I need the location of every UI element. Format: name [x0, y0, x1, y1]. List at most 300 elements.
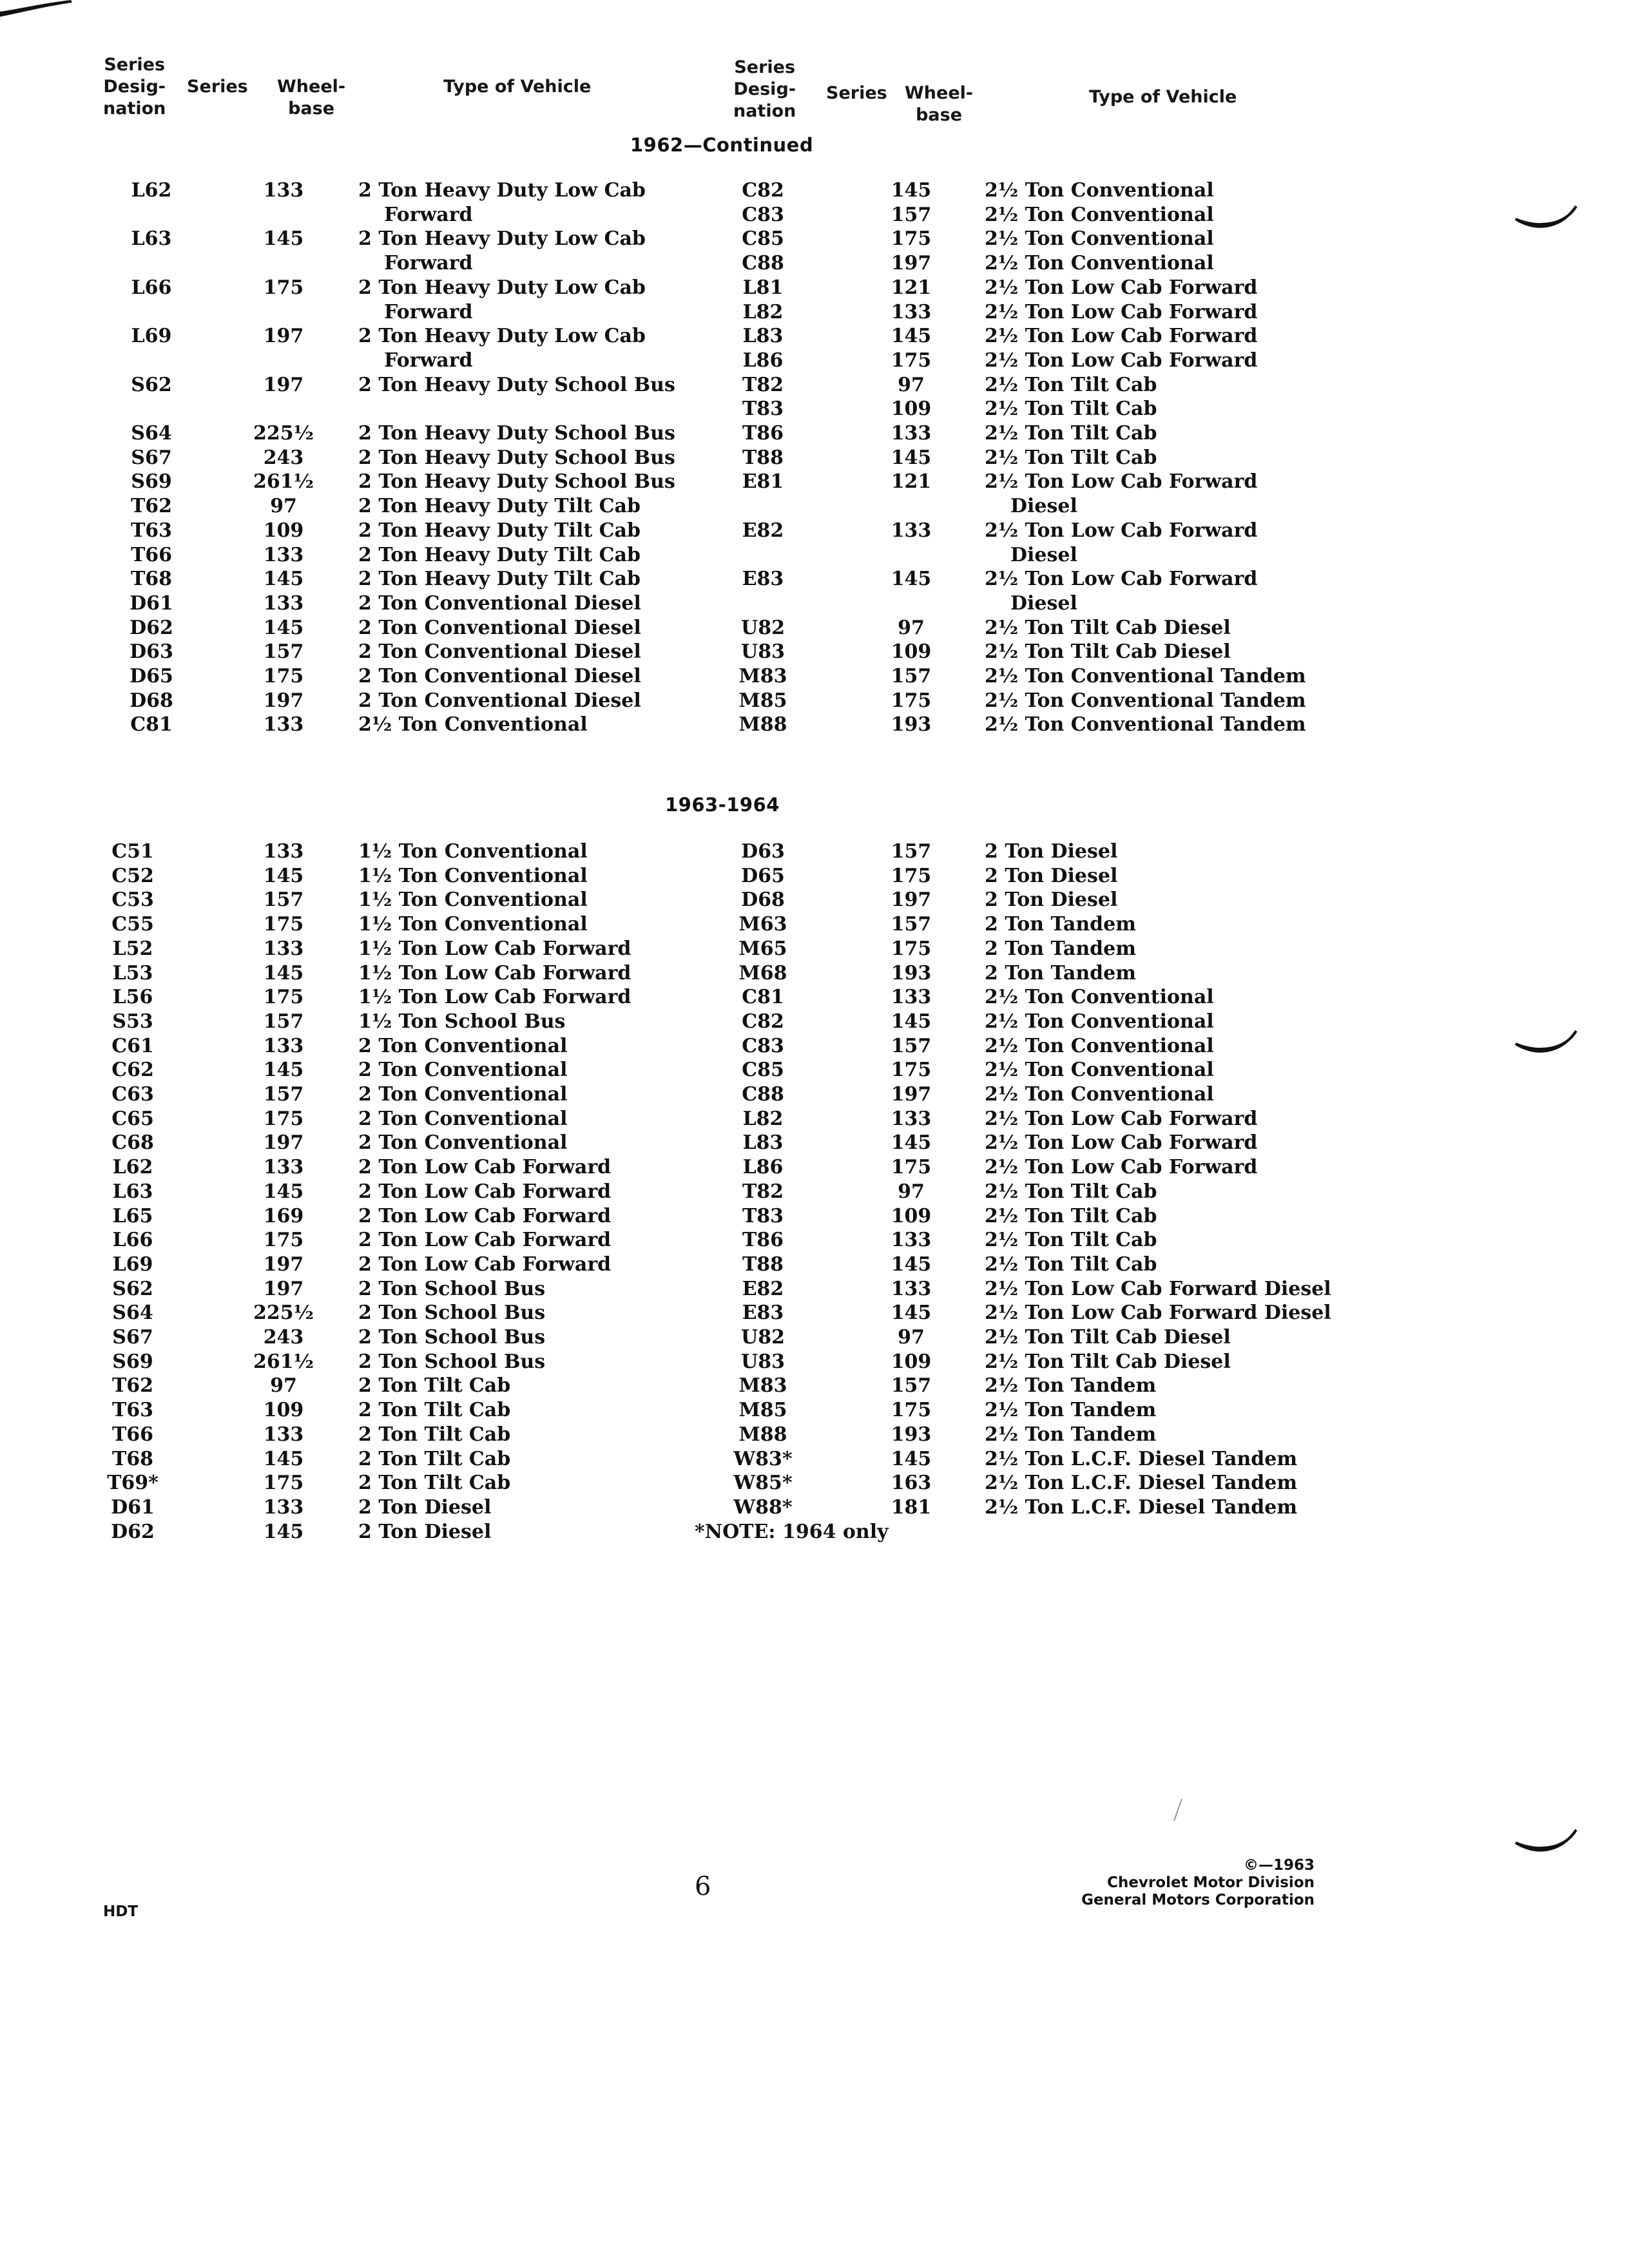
vehicle-type-cell: 2½ Ton Low Cab Forward [985, 349, 1258, 372]
vehicle-type-cell: 2½ Ton Low Cab Forward [985, 1108, 1258, 1130]
wheelbase-cell: 197 [263, 1131, 304, 1154]
wheelbase-cell: 133 [263, 179, 304, 202]
series-designation-cell: D65 [741, 865, 785, 887]
header-text: nation [103, 99, 166, 119]
series-designation-cell: M65 [738, 937, 787, 960]
vehicle-type-cell: 2 Ton Conventional Diesel [358, 592, 641, 615]
series-designation-cell: L81 [742, 276, 784, 299]
wheelbase-cell: 109 [263, 1399, 304, 1421]
series-designation-cell: T66 [111, 1423, 154, 1446]
series-designation-cell: W83* [733, 1448, 793, 1470]
vehicle-type-cell: 2½ Ton Low Cab Forward Diesel [985, 1302, 1331, 1324]
header-text: base [916, 105, 963, 125]
vehicle-type-cell: 2½ Ton Low Cab Forward [985, 1131, 1258, 1154]
vehicle-type-continuation: Forward [384, 204, 473, 226]
wheelbase-cell: 145 [891, 447, 932, 469]
series-designation-cell: M83 [738, 1374, 787, 1397]
wheelbase-cell: 175 [263, 986, 304, 1008]
vehicle-type-cell: 2 Ton Low Cab Forward [358, 1180, 612, 1203]
wheelbase-cell: 97 [270, 1374, 297, 1397]
vehicle-type-cell: 2 Ton Heavy Duty School Bus [358, 422, 675, 445]
wheelbase-cell: 121 [891, 276, 932, 299]
series-designation-cell: D68 [130, 689, 173, 712]
wheelbase-cell: 133 [891, 1278, 932, 1300]
copyright-year: ©—1963 [1243, 1857, 1315, 1874]
wheelbase-cell: 145 [263, 1059, 304, 1081]
vehicle-type-cell: 2½ Ton Conventional [985, 1083, 1214, 1106]
vehicle-type-cell: 2 Ton Conventional [358, 1059, 568, 1081]
vehicle-type-cell: 2 Ton Tilt Cab [358, 1448, 511, 1470]
series-designation-cell: T88 [742, 1253, 784, 1276]
wheelbase-cell: 157 [263, 640, 304, 663]
vehicle-type-cell: 2 Ton School Bus [358, 1278, 546, 1300]
vehicle-type-cell: 2½ Ton Conventional Tandem [985, 689, 1306, 712]
series-designation-cell: L62 [131, 179, 172, 202]
wheelbase-cell: 225½ [253, 422, 314, 445]
wheelbase-cell: 133 [263, 937, 304, 960]
series-designation-cell: C88 [742, 1083, 784, 1106]
series-designation-cell: T62 [111, 1374, 154, 1397]
series-designation-cell: U83 [741, 640, 785, 663]
series-designation-cell: L56 [112, 986, 153, 1008]
series-designation-cell: L69 [112, 1253, 153, 1276]
vehicle-type-continuation: Forward [384, 252, 473, 274]
vehicle-type-cell: 2 Ton Heavy Duty Low Cab [358, 276, 646, 299]
vehicle-type-cell: 2½ Ton Conventional Tandem [985, 713, 1306, 736]
wheelbase-cell: 197 [891, 889, 932, 911]
series-designation-cell: U83 [741, 1350, 785, 1373]
wheelbase-cell: 133 [891, 1229, 932, 1251]
vehicle-type-cell: 2½ Ton Tilt Cab [985, 422, 1157, 445]
vehicle-type-cell: 2½ Ton Conventional [985, 986, 1214, 1008]
vehicle-type-cell: 2½ Ton Low Cab Forward [985, 1156, 1258, 1178]
series-designation-cell: C81 [742, 986, 784, 1008]
wheelbase-cell: 261½ [253, 1350, 314, 1373]
wheelbase-cell: 157 [891, 665, 932, 687]
series-designation-cell: L66 [131, 276, 172, 299]
series-designation-cell: T66 [130, 544, 173, 566]
wheelbase-cell: 225½ [253, 1302, 314, 1324]
wheelbase-cell: 197 [891, 1083, 932, 1106]
series-designation-cell: M85 [738, 1399, 787, 1421]
header-series-designation-right [733, 57, 796, 122]
wheelbase-cell: 175 [891, 865, 932, 887]
vehicle-type-cell: 2 Ton Conventional [358, 1108, 568, 1130]
wheelbase-cell: 157 [263, 1010, 304, 1033]
vehicle-type-cell: 2 Ton Tandem [985, 913, 1136, 936]
wheelbase-cell: 133 [891, 986, 932, 1008]
wheelbase-cell: 121 [891, 470, 932, 493]
vehicle-type-cell: 2 Ton Conventional Diesel [358, 665, 641, 687]
wheelbase-cell: 133 [263, 1035, 304, 1057]
vehicle-type-cell: 2 Ton Conventional [358, 1083, 568, 1106]
series-designation-cell: M85 [738, 689, 787, 712]
wheelbase-cell: 157 [891, 204, 932, 226]
series-designation-cell: S69 [131, 470, 172, 493]
series-designation-cell: S67 [112, 1326, 153, 1349]
wheelbase-cell: 97 [898, 1326, 925, 1349]
wheelbase-cell: 145 [263, 227, 304, 250]
wheelbase-cell: 197 [263, 374, 304, 396]
binder-hole-mark-middle [1514, 1030, 1579, 1062]
vehicle-type-cell: 2 Ton Low Cab Forward [358, 1229, 612, 1251]
wheelbase-cell: 145 [891, 325, 932, 347]
vehicle-type-cell: 2 Ton Heavy Duty Low Cab [358, 325, 646, 347]
series-designation-cell: S53 [112, 1010, 153, 1033]
header-text: base [288, 99, 335, 119]
vehicle-type-cell: 2½ Ton Tilt Cab Diesel [985, 1350, 1231, 1373]
vehicle-type-cell: 2½ Ton Conventional [358, 713, 588, 736]
header-wheelbase-left [277, 76, 345, 120]
series-designation-cell: C82 [742, 1010, 784, 1033]
copyright-division: Chevrolet Motor Division [1107, 1874, 1315, 1891]
series-designation-cell: E83 [742, 568, 784, 590]
vehicle-type-cell: 2 Ton Tilt Cab [358, 1472, 511, 1494]
series-designation-cell: C85 [742, 1059, 784, 1081]
corner-scan-mark [0, 0, 77, 26]
footer-code: HDT [103, 1903, 139, 1920]
header-text: Series [187, 77, 248, 97]
vehicle-type-cell: 2 Ton Heavy Duty Tilt Cab [358, 519, 641, 542]
wheelbase-cell: 197 [263, 1278, 304, 1300]
vehicle-type-cell: 2 Ton Conventional Diesel [358, 617, 641, 639]
wheelbase-cell: 193 [891, 1423, 932, 1446]
vehicle-type-cell: 2 Ton Low Cab Forward [358, 1156, 612, 1178]
vehicle-type-cell: 2 Ton Diesel [985, 889, 1118, 911]
wheelbase-cell: 175 [891, 937, 932, 960]
wheelbase-cell: 145 [263, 1521, 304, 1543]
series-designation-cell: M88 [738, 713, 787, 736]
series-designation-cell: D63 [130, 640, 173, 663]
wheelbase-cell: 157 [891, 840, 932, 863]
wheelbase-cell: 133 [263, 544, 304, 566]
series-designation-cell: W85* [733, 1472, 793, 1494]
vehicle-type-cell: 2½ Ton Tilt Cab Diesel [985, 617, 1231, 639]
section-title-1963-1964: 1963-1964 [665, 794, 780, 816]
vehicle-type-cell: 2 Ton Heavy Duty Tilt Cab [358, 544, 641, 566]
vehicle-type-cell: 2½ Ton Tilt Cab Diesel [985, 1326, 1231, 1349]
vehicle-type-cell: 2½ Ton Tandem [985, 1423, 1157, 1446]
header-text: Wheel- [905, 83, 974, 103]
vehicle-type-cell: 2½ Ton Tilt Cab Diesel [985, 640, 1231, 663]
series-designation-cell: L82 [742, 1108, 784, 1130]
wheelbase-cell: 145 [891, 1010, 932, 1033]
series-designation-cell: T86 [742, 1229, 784, 1251]
vehicle-type-cell: 1½ Ton Low Cab Forward [358, 937, 631, 960]
stray-pen-mark [1171, 1798, 1184, 1823]
series-designation-cell: C61 [111, 1035, 154, 1057]
wheelbase-cell: 133 [263, 1156, 304, 1178]
vehicle-type-cell: 2½ Ton Low Cab Forward Diesel [985, 1278, 1331, 1300]
wheelbase-cell: 145 [891, 1253, 932, 1276]
series-designation-cell: L83 [742, 325, 784, 347]
wheelbase-cell: 157 [891, 1374, 932, 1397]
wheelbase-cell: 197 [263, 1253, 304, 1276]
copyright-corporation: General Motors Corporation [1081, 1892, 1315, 1908]
series-designation-cell: E82 [742, 519, 784, 542]
series-designation-cell: L83 [742, 1131, 784, 1154]
wheelbase-cell: 175 [891, 689, 932, 712]
vehicle-type-cell: 2½ Ton Conventional [985, 204, 1214, 226]
series-designation-cell: L52 [112, 937, 153, 960]
series-designation-cell: S69 [112, 1350, 153, 1373]
vehicle-type-cell: 2½ Ton Low Cab Forward [985, 568, 1258, 590]
vehicle-type-cell: 2 Ton Heavy Duty Tilt Cab [358, 568, 641, 590]
wheelbase-cell: 175 [891, 227, 932, 250]
vehicle-type-cell: 2 Ton Conventional [358, 1131, 568, 1154]
wheelbase-cell: 175 [263, 665, 304, 687]
series-designation-cell: T82 [742, 1180, 784, 1203]
vehicle-type-cell: 2½ Ton Conventional [985, 1035, 1214, 1057]
header-text: Series [826, 83, 887, 103]
wheelbase-cell: 175 [891, 1156, 932, 1178]
header-type-of-vehicle-right [1089, 86, 1237, 108]
wheelbase-cell: 175 [263, 276, 304, 299]
wheelbase-cell: 145 [263, 1180, 304, 1203]
wheelbase-cell: 97 [270, 495, 297, 517]
vehicle-type-cell: 2 Ton Diesel [985, 865, 1118, 887]
wheelbase-cell: 157 [891, 913, 932, 936]
wheelbase-cell: 109 [891, 398, 932, 420]
wheelbase-cell: 133 [263, 592, 304, 615]
vehicle-type-cell: 1½ Ton Conventional [358, 913, 588, 936]
wheelbase-cell: 145 [891, 568, 932, 590]
header-series-left [187, 76, 248, 98]
vehicle-type-cell: 2 Ton Tilt Cab [358, 1399, 511, 1421]
page-number: 6 [695, 1872, 711, 1901]
vehicle-type-cell: 2 Ton Heavy Duty Tilt Cab [358, 495, 641, 517]
wheelbase-cell: 157 [891, 1035, 932, 1057]
wheelbase-cell: 243 [263, 447, 304, 469]
wheelbase-cell: 175 [263, 1472, 304, 1494]
series-designation-cell: T62 [130, 495, 173, 517]
wheelbase-cell: 109 [891, 640, 932, 663]
series-designation-cell: D68 [741, 889, 785, 911]
series-designation-cell: T63 [130, 519, 173, 542]
wheelbase-cell: 109 [263, 519, 304, 542]
series-designation-cell: C82 [742, 179, 784, 202]
wheelbase-cell: 145 [891, 1131, 932, 1154]
series-designation-cell: L65 [112, 1205, 153, 1227]
wheelbase-cell: 169 [263, 1205, 304, 1227]
vehicle-type-cell: 2½ Ton Low Cab Forward [985, 325, 1258, 347]
vehicle-type-cell: 2 Ton Conventional Diesel [358, 640, 641, 663]
vehicle-type-cell: 2 Ton Tilt Cab [358, 1374, 511, 1397]
vehicle-type-cell: 2 Ton Heavy Duty School Bus [358, 447, 675, 469]
wheelbase-cell: 133 [891, 422, 932, 445]
vehicle-type-cell: 2½ Ton Conventional Tandem [985, 665, 1306, 687]
series-designation-cell: L53 [112, 962, 153, 985]
vehicle-type-cell: 2 Ton Heavy Duty Low Cab [358, 179, 646, 202]
vehicle-type-continuation: Diesel [1010, 592, 1077, 615]
section-title-1962-continued: 1962—Continued [630, 134, 814, 156]
series-designation-cell: D61 [111, 1496, 155, 1519]
series-designation-cell: E81 [742, 470, 784, 493]
series-designation-cell: S62 [131, 374, 172, 396]
wheelbase-cell: 145 [263, 865, 304, 887]
series-designation-cell: D65 [130, 665, 173, 687]
vehicle-type-cell: 2½ Ton Tilt Cab [985, 398, 1157, 420]
wheelbase-cell: 181 [891, 1496, 932, 1519]
header-series-right [826, 82, 887, 104]
series-designation-cell: C88 [742, 252, 784, 274]
vehicle-type-cell: 2 Ton Heavy Duty School Bus [358, 374, 675, 396]
series-designation-cell: L86 [742, 349, 784, 372]
wheelbase-cell: 145 [263, 568, 304, 590]
vehicle-type-cell: 2 Ton Diesel [985, 840, 1118, 863]
vehicle-type-cell: 2½ Ton Conventional [985, 227, 1214, 250]
series-designation-cell: C52 [111, 865, 154, 887]
vehicle-type-continuation: Diesel [1010, 544, 1077, 566]
vehicle-type-cell: 2½ Ton Conventional [985, 1059, 1214, 1081]
series-designation-cell: S62 [112, 1278, 153, 1300]
series-designation-cell: C53 [111, 889, 154, 911]
series-designation-cell: T68 [111, 1448, 154, 1470]
series-designation-cell: C65 [111, 1108, 154, 1130]
vehicle-type-cell: 2½ Ton Tandem [985, 1399, 1157, 1421]
copyright-block [1081, 1857, 1315, 1909]
wheelbase-cell: 133 [891, 301, 932, 323]
series-designation-cell: C68 [111, 1131, 154, 1154]
series-designation-cell: L66 [112, 1229, 153, 1251]
binder-hole-mark-bottom [1514, 1829, 1579, 1861]
vehicle-type-cell: 2½ Ton L.C.F. Diesel Tandem [985, 1472, 1298, 1494]
series-designation-cell: D62 [130, 617, 173, 639]
wheelbase-cell: 133 [263, 840, 304, 863]
series-designation-cell: L82 [742, 301, 784, 323]
header-series-designation-left [103, 54, 166, 120]
vehicle-type-cell: 2½ Ton Conventional [985, 252, 1214, 274]
vehicle-type-cell: 2½ Ton L.C.F. Diesel Tandem [985, 1496, 1298, 1519]
vehicle-type-cell: 2½ Ton Tilt Cab [985, 1253, 1157, 1276]
series-designation-cell: C51 [111, 840, 154, 863]
wheelbase-cell: 175 [891, 349, 932, 372]
vehicle-type-cell: 2 Ton Heavy Duty School Bus [358, 470, 675, 493]
wheelbase-cell: 145 [263, 962, 304, 985]
wheelbase-cell: 133 [263, 1496, 304, 1519]
vehicle-type-cell: 2 Ton Tandem [985, 937, 1136, 960]
series-designation-cell: U82 [741, 617, 785, 639]
series-designation-cell: T88 [742, 447, 784, 469]
vehicle-type-cell: 2 Ton Conventional [358, 1035, 568, 1057]
series-designation-cell: S67 [131, 447, 172, 469]
wheelbase-cell: 197 [263, 689, 304, 712]
header-text: Type of Vehicle [443, 77, 592, 97]
vehicle-type-cell: 1½ Ton Low Cab Forward [358, 962, 631, 985]
wheelbase-cell: 175 [263, 1229, 304, 1251]
vehicle-type-continuation: Diesel [1010, 495, 1077, 517]
header-type-of-vehicle-left [443, 76, 591, 98]
series-designation-cell: D63 [741, 840, 785, 863]
wheelbase-cell: 133 [891, 1108, 932, 1130]
wheelbase-cell: 145 [891, 179, 932, 202]
header-text: Type of Vehicle [1089, 87, 1237, 107]
wheelbase-cell: 97 [898, 617, 925, 639]
vehicle-type-cell: 2½ Ton Tilt Cab [985, 1180, 1157, 1203]
header-text: nation [733, 101, 796, 121]
series-designation-cell: C62 [111, 1059, 154, 1081]
series-designation-cell: M88 [738, 1423, 787, 1446]
series-designation-cell: M83 [738, 665, 787, 687]
vehicle-type-cell: 2½ Ton Conventional [985, 179, 1214, 202]
wheelbase-cell: 133 [263, 713, 304, 736]
vehicle-type-cell: 2½ Ton Tilt Cab [985, 1229, 1157, 1251]
vehicle-type-cell: 1½ Ton Conventional [358, 865, 588, 887]
series-designation-cell: U82 [741, 1326, 785, 1349]
wheelbase-cell: 145 [891, 1448, 932, 1470]
wheelbase-cell: 145 [263, 1448, 304, 1470]
vehicle-type-cell: 2½ Ton Tandem [985, 1374, 1157, 1397]
series-designation-cell: W88* [733, 1496, 793, 1519]
series-designation-cell: C81 [130, 713, 173, 736]
vehicle-type-continuation: Forward [384, 349, 473, 372]
series-designation-cell: C55 [111, 913, 154, 936]
header-wheelbase-right [905, 82, 973, 126]
vehicle-type-cell: 2½ Ton Low Cab Forward [985, 519, 1258, 542]
series-designation-cell: C63 [111, 1083, 154, 1106]
series-designation-cell: L86 [742, 1156, 784, 1178]
vehicle-type-cell: 2½ Ton L.C.F. Diesel Tandem [985, 1448, 1298, 1470]
header-text: Series [104, 55, 166, 75]
header-text: Series [734, 57, 796, 77]
series-designation-cell: L63 [131, 227, 172, 250]
vehicle-type-cell: 2 Ton Heavy Duty Low Cab [358, 227, 646, 250]
vehicle-type-cell: 2 Ton Tilt Cab [358, 1423, 511, 1446]
header-text: Desig- [103, 77, 166, 97]
series-designation-cell: M63 [738, 913, 787, 936]
series-designation-cell: E82 [742, 1278, 784, 1300]
wheelbase-cell: 133 [891, 519, 932, 542]
header-text: Wheel- [277, 77, 346, 97]
vehicle-type-continuation: Forward [384, 301, 473, 323]
series-designation-cell: T83 [742, 398, 784, 420]
vehicle-type-cell: 2 Ton Diesel [358, 1521, 492, 1543]
wheelbase-cell: 145 [891, 1302, 932, 1324]
series-designation-cell: C83 [742, 1035, 784, 1057]
vehicle-type-cell: 2 Ton School Bus [358, 1302, 546, 1324]
wheelbase-cell: 163 [891, 1472, 932, 1494]
wheelbase-cell: 243 [263, 1326, 304, 1349]
series-designation-cell: C85 [742, 227, 784, 250]
series-designation-cell: S64 [112, 1302, 153, 1324]
wheelbase-cell: 261½ [253, 470, 314, 493]
series-designation-cell: T69* [107, 1472, 159, 1494]
wheelbase-cell: 157 [263, 889, 304, 911]
wheelbase-cell: 175 [263, 1108, 304, 1130]
series-designation-cell: T63 [111, 1399, 154, 1421]
series-designation-cell: T82 [742, 374, 784, 396]
series-designation-cell: T86 [742, 422, 784, 445]
wheelbase-cell: 193 [891, 713, 932, 736]
series-designation-cell: D61 [130, 592, 173, 615]
vehicle-type-cell: 2 Ton Low Cab Forward [358, 1253, 612, 1276]
wheelbase-cell: 109 [891, 1350, 932, 1373]
wheelbase-cell: 109 [891, 1205, 932, 1227]
vehicle-type-cell: 1½ Ton Conventional [358, 889, 588, 911]
series-designation-cell: L63 [112, 1180, 153, 1203]
series-designation-cell: T83 [742, 1205, 784, 1227]
series-designation-cell: L62 [112, 1156, 153, 1178]
vehicle-type-cell: 2 Ton Low Cab Forward [358, 1205, 612, 1227]
series-designation-cell: L69 [131, 325, 172, 347]
vehicle-type-cell: 2 Ton Conventional Diesel [358, 689, 641, 712]
wheelbase-cell: 197 [891, 252, 932, 274]
vehicle-type-cell: 2½ Ton Tilt Cab [985, 1205, 1157, 1227]
series-designation-cell: E83 [742, 1302, 784, 1324]
vehicle-type-cell: 2½ Ton Low Cab Forward [985, 276, 1258, 299]
wheelbase-cell: 175 [891, 1059, 932, 1081]
vehicle-type-cell: 2 Ton Tandem [985, 962, 1136, 985]
